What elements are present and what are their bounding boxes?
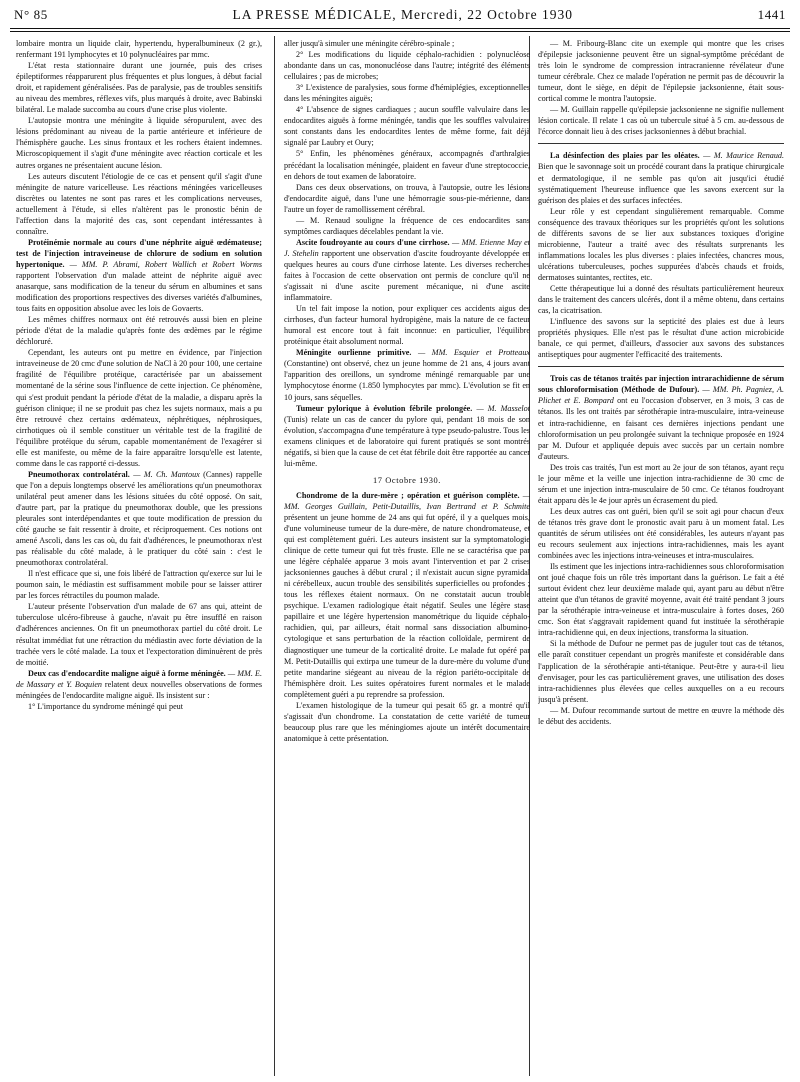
paragraph: L'influence des savons sur la septicité des plaies est due à leurs propriétés physiques. Elle n'est pas le résultat d'une action microbicide banale, ce qui permet, d'ailleurs, d'associer aux savons des substances antiseptiques pour augmenter l'efficacité des traitements. [538, 317, 784, 360]
paragraph: Il n'est efficace que si, une fois libéré de l'attraction qu'exerce sur lui le poumon sain, le médiastin est suffisamment mobile pour se laisser attirer par les forces rétractiles du poumon malade. [16, 569, 262, 601]
paragraph: Les mêmes chiffres normaux ont été retrouvés aussi bien en pleine période d'état de la maladie qu'après fonte des œdèmes par le régime déchloruré. [16, 315, 262, 347]
paragraph: Un tel fait impose la notion, pour expliquer ces accidents aigus des cirrhoses, d'un facteur humoral hydropigène, mais la nature de ce facteur humoral est encore tout à fait inconnue: en particulier, l'équilibre protéinique était absolument normal. [284, 304, 530, 347]
article-paragraph [538, 150, 784, 205]
article-body: ont eu l'occasion d'observer, en 3 mois, 3 cas de tétanos. Ils les ont traités par sérothérapie intra-musculaire, intra-veineuse et intra-rachidienne, en faisant ces dernières injections pendant une chloroformisation un peu prolongée suivant la technique proposée en 1924 par M. Dufour et appliquée depuis avec succès par un certain nombre d'auteurs. [538, 396, 784, 461]
paragraph: — M. Dufour recommande surtout de mettre en œuvre la méthode dès le début des accidents. [538, 705, 784, 726]
article-paragraph [538, 373, 784, 461]
paragraph: 1° L'importance du syndrome méningé qui peut [28, 701, 183, 711]
article-paragraph [16, 469, 262, 568]
paragraph: lombaire montra un liquide clair, hypertendu, hyperalbumineux (2 gr.), renfermant 191 lymphocytes et 10 polynucléaires par mmc. [16, 39, 262, 60]
article-body: (Cannes) rappelle que l'on a depuis longtemps observé les améliorations qu'un pneumothorax unilatéral peut amener dans les lésions situées du côté opposé. On sait, d'autre part, par la pratique du pneumothorax double, que les pressions pleurales sont interdépendantes et que toute modification de pression du côté gauche se fait ressentir à droite, et réciproquement. Ces notions ont amené Ascoli, dans les cas où, du fait d'adhérences, le pneumothorax n'est pas réalisable du côté malade, à le pratiquer du côté sain : c'est le pneumothorax controlatéral. [16, 469, 262, 568]
article-paragraph [16, 237, 262, 314]
article-title: Deux cas d'endocardite maligne aiguë à forme méningée. [28, 668, 226, 678]
article-title: Chondrome de la dure-mère ; opération et guérison complète. [296, 490, 520, 500]
article-title: Ascite foudroyante au cours d'une cirrhose. [296, 237, 450, 247]
paragraph: Si la méthode de Dufour ne permet pas de juguler tout cas de tétanos, elle paraît constituer cependant un progrès manifeste et considérable dans l'application de la sérothérapie anti-tétanique. Peut-être y aura-t-il lieu d'envisager, pour les cas particulièrement graves, une utilisation des doses intra-rachidiennes plus élevées que celles auxquelles on a eu recours jusqu'à présent. [538, 639, 784, 704]
article-paragraph [284, 347, 530, 402]
article-title: Trois cas de tétanos traités par injection intrarachidienne de sérum sous chloroformisation (Méthode de Dufour). [538, 374, 784, 395]
paragraph: 2° Les modifications du liquide céphalo-rachidien : polynucléose abondante dans un cas, mononucléose dans l'autre; intégrité des éléments cellulaires ; pas de microbes; [284, 50, 530, 82]
article-title: La désinfection des plaies par les oléates. [550, 151, 700, 161]
paragraph: Ils estiment que les injections intra-rachidiennes sous chloroformisation ont joué chaque fois un rôle très important dans la guérison. Le fait a été surtout évident chez leur deuxième malade qui, ayant paru au début n'être atteint que d'un tétanos de gravité moyenne, avait été traité pendant 3 jours par la sérothérapie intra-veineuse et intra-musculaire à fortes doses, 260 cmc. Son état s'aggravait rapidement quand fut instituée la sérothérapie intra-rachidienne qui, en deux injections, transforma la situation. [538, 562, 784, 638]
section-rule [538, 366, 784, 367]
article-title: Pneumothorax controlatéral. [28, 469, 130, 479]
paragraph: 4° L'absence de signes cardiaques ; aucun souffle valvulaire dans les endocardites aiguës à forme méningée, tandis que les souffles valvulaires sont constants dans les endocardites lentes de même forme, fait déjà signalé par Laubry et Oury; [284, 105, 530, 148]
text-column-2 [284, 38, 530, 1073]
article-authors: — MM. Esquier et Protteaux [418, 348, 530, 358]
page-number: 1441 [757, 7, 786, 22]
paragraph: Cependant, les auteurs ont pu mettre en évidence, par l'injection intraveineuse de 20 cmc d'une solution de NaCl à 20 pour 100, une certaine fragilité de l'équilibre protéique, caractérisée par un abaissement momentané de la sérine sous l'influence de cette injection. Ce phénomène, qui s'est produit pendant la période d'état de la maladie, a disparu après la guérison clinique; il ne se produit pas chez les sujets normaux, mais a pu être retrouvé chez certains œdémateux, néphrétiques, néphrosiques, cirrhotiques où il semble constituer un véritable test de la fragilité de l'équilibre protéique du sérum, capable momentanément de l'exagérer si elle est manifeste, ou même de la faire apparaître lorsqu'elle est latente, comme dans le cas rapporté ci-dessus. [16, 348, 262, 468]
publication-title: LA PRESSE MÉDICALE, Mercredi, 22 Octobre 1930 [232, 7, 573, 22]
article-authors: — MM. Etienne May et J. Stehelin [284, 237, 530, 258]
paragraph: — M. Fribourg-Blanc cite un exemple qui montre que les crises d'épilepsie jacksonienne peuvent être un signal-symptôme précédant de très loin le syndrome de compression intracranienne révélateur d'une tumeur cérébrale. Chez ce malade l'opération ne permit pas de découvrir la tumeur, dont le siège, en dépit de l'épilepsie jacksonienne, était sous-cortical comme le montra l'autopsie. [538, 39, 784, 104]
article-authors: — MM. P. Abrami, Robert Wallich et Robert Worms [69, 259, 262, 269]
article-authors: — MM. E. de Massary et Y. Boquien [16, 668, 262, 689]
article-body: rapportent l'observation d'un malade atteint de néphrite aiguë avec anasarque, sans modification de la teneur du sérum en albumines et sans modification des proportions respectives des diverses variétés d'albumines, tous faits en opposition absolue avec les lois de Govaerts. [16, 270, 262, 314]
article-body: (Tunis) relate un cas de cancer du pylore qui, pendant 18 mois de son évolution, s'accompagna d'une température à type pseudo-palustre. Tous les examens cliniques et de laboratoire qui furent pratiqués se sont montrés négatifs, si bien que la cause de cet état fébrile doit être rapportée au cancer lui-même. [284, 414, 530, 468]
paragraph: Les auteurs discutent l'étiologie de ce cas et pensent qu'il s'agit d'une méningite de nature varicelleuse. Les réactions méningées varicelleuses discrètes ou latentes ne sont pas rares et les complications nerveuses, actuellement à l'étude, si elles n'altèrent pas le pronostic bénin de l'affection dans la majorité des cas, sont cependant intéressantes à connaître. [16, 171, 262, 236]
article-title: Tumeur pylorique à évolution fébrile prolongée. [296, 403, 473, 413]
paragraph: — M. Renaud souligne la fréquence de ces endocardites sans symptômes cardiaques décelables pendant la vie. [284, 215, 530, 236]
article-authors: — MM. Georges Guillain, Petit-Dutaillis, Ivan Bertrand et P. Schmite [284, 490, 530, 511]
article-body: (Constantine) ont observé, chez un jeune homme de 21 ans, 4 jours avant l'apparition des oreillons, un syndrome méningé remarquable par une lymphocytose énorme (1.850 lymphocytes par mmc). L'évolution se fit en 10 jours, sans séquelles. [284, 359, 530, 402]
paragraph: Leur rôle y est cependant singulièrement remarquable. Comme conséquence des travaux théoriques sur les propriétés qu'ont les solutions de différents savons de se lier aux substances toxiques d'origine microbienne, l'auteur a traité avec des résultats surprenants les inflammations locales les plus diverses : plaies infectées, chancres mous, ulcérations tuberculeuses, poches suppurées d'abcès chauds et froids, dermatoses suintantes, rectites, etc. [538, 206, 784, 282]
paragraph: aller jusqu'à simuler une méningite cérébro-spinale ; [284, 39, 455, 48]
section-rule [538, 143, 784, 144]
article-body: rapportent une observation d'ascite foudroyante développée en quelques heures au cours d'une cirrhose latente. Les diverses recherches faites à l'occasion de cette observation ont permis de conclure qu'il ne s'agissait ni d'une ascite purement mécanique, ni d'une ascite inflammatoire. [284, 248, 530, 303]
paragraph: L'état resta stationnaire durant une journée, puis des crises épileptiformes réapparurent plus fréquentes et plus longues, à début facial droit, et rapidement généralisées. Pas de paralysie, pas de troubles sensitifs au niveau des membres, réflexes vifs, plus marqués à droite, avec Babinski bilatéral. Le malade succomba au cours d'une crise plus violente. [16, 61, 262, 115]
article-paragraph [16, 668, 262, 701]
article-body: présentent un jeune homme de 24 ans qui fut opéré, il y a quelques mois, d'une volumineuse tumeur de la dure-mère, de nature chondromateuse, et qui est complètement guéri. Les auteurs insistent sur la symptomatologie clinique de cette tumeur qui fut très fruste. Elle ne se caractérisa que par une légère céphalée apparue 3 mois avant l'intervention et par 2 crises jacksoniennes gauches à début crural ; il n'existait aucun signe pyramidal ni cérébelleux, aucun trouble des sensibilités superficielles ou profondes ; tous les réflexes étaient normaux. On ne constatait aucun trouble psychique. L'examen radiologique était négatif. Seules une légère stase papillaire et une légère hypertension manométrique du liquide céphalo-rachidien, qui, par ailleurs, était normal sans dissociation albumino-cytologique et sans perturbation de la réaction colloïdale, permirent de diagnostiquer une tumeur de la corticalité droite. Le malade fut opéré par M. Petit-Dutaillis qui extirpa une tumeur de la dure-mère du volume d'une petite mandarine siégeant au niveau de la région pariéto-occipitale de l'hémisphère droit. Les suites opératoires furent normales et le malade complètement guéri a pu reprendre sa profession. [284, 512, 530, 699]
paragraph: 3° L'existence de paralysies, sous forme d'hémiplégies, exceptionnelles dans les méningites aiguës; [284, 83, 530, 104]
session-date: 17 Octobre 1930. [373, 475, 441, 485]
paragraph: L'examen histologique de la tumeur qui pesait 65 gr. a montré qu'il s'agissait d'un chondrome. La constatation de cette variété de tumeur beaucoup plus rare que les méningiomes ajoute un intérêt documentaire anatomique à cette présentation. [284, 700, 530, 743]
paragraph: L'autopsie montra une méningite à liquide séropurulent, avec des lésions prédominant au niveau de la partie antérieure et inférieure de l'hémisphère gauche. Les sinus frontaux et les rochers étaient indemnes. Microscopiquement il s'agit d'une méningite avec réaction corticale et les autres organes ne présentaient aucune lésion. [16, 116, 262, 170]
paragraph: L'auteur présente l'observation d'un malade de 67 ans qui, atteint de tuberculose ulcéro-fibreuse à gauche, n'avait pu être insufflé en raison d'adhérences anciennes. On fit un pneumothorax partiel du côté droit. Le résultat immédiat fut une rétraction du médiastin avec forte déviation de la trachée vers le côté malade. La toux et l'expectoration diminuèrent de près de moitié. [16, 602, 262, 667]
article-authors: — M. Masselot [476, 403, 530, 413]
article-body: relatent deux nouvelles observations de formes méningées de l'endocardite maligne aiguë. Ils insistent sur : [16, 679, 262, 700]
article-paragraph [284, 490, 530, 700]
paragraph: 5° Enfin, les phénomènes généraux, accompagnés d'arthralgies précédant la localisation méningée, plaident en faveur d'une streptococcie, en dehors de tout examen de laboratoire. [284, 149, 530, 181]
paragraph: Dans ces deux observations, on trouva, à l'autopsie, outre les lésions d'endocardite aiguë, dans l'une une hémorragie sous-pie-mérienne, dans l'autre un foyer de ramollissement cérébral. [284, 182, 530, 214]
article-paragraph [284, 237, 530, 303]
issue-number: N° 85 [14, 7, 48, 22]
text-column-3 [538, 38, 784, 1073]
article-paragraph [284, 403, 530, 469]
page-header [14, 4, 786, 26]
paragraph: — M. Guillain rappelle qu'épilepsie jacksonienne ne signifie nullement lésion corticale. Il relate 1 cas où un tubercule situé à 5 cm. au-dessous de l'écorce donnait lieu à des crises jacksoniennes à début brachial. [538, 105, 784, 137]
paragraph: Les deux autres cas ont guéri, bien qu'il se soit agi pour chacun d'eux de tétanos très grave dont le pronostic avait paru à un moment fatal. Les quantités de sérum utilisées ont été considérables, les auteurs n'ayant pas eu recours seulement aux injections intra-rachidiennes, mais les ayant combinées avec les injections intra-veineuses et intra-musculaires. [538, 506, 784, 561]
paragraph: Cette thérapeutique lui a donné des résultats particulièrement heureux dans le traitement des cancers ulcérés, dont il a même obtenu, dans certains cas, la cicatrisation. [538, 283, 784, 316]
article-title: Méningite ourlienne primitive. [296, 348, 412, 358]
article-authors: — MM. Ph. Pagniez, A. Plichet et E. Bompard [538, 385, 784, 406]
article-title: Protéinémie normale au cours d'une néphrite aiguë œdémateuse; test de l'injection intraveineuse de chlorure de sodium en solution hypertonique. [16, 237, 262, 269]
header-rule [10, 28, 790, 32]
paragraph: Des trois cas traités, l'un est mort au 2e jour de son tétanos, ayant reçu le jour même et la veille une injection intra-rachidienne de 30 cmc de sérum et une injection intra-musculaire de 50 cmc. Ce tétanos foudroyant était apparu dès le 4e jour après un écrasement du pied. [538, 462, 784, 505]
article-authors: — M. Ch. Mantoux [133, 469, 200, 479]
column-divider [274, 36, 275, 1076]
article-body: Bien que le savonnage soit un procédé courant dans la pratique chirurgicale et dermatologique, il ne semble pas qu'on ait jusqu'ici étudié systématiquement l'heureuse influence que les savons exercent sur la guérison des plaies et des surfaces infectées. [538, 162, 784, 205]
text-column-1 [16, 38, 262, 1073]
article-authors: — M. Maurice Renaud. [703, 151, 784, 161]
